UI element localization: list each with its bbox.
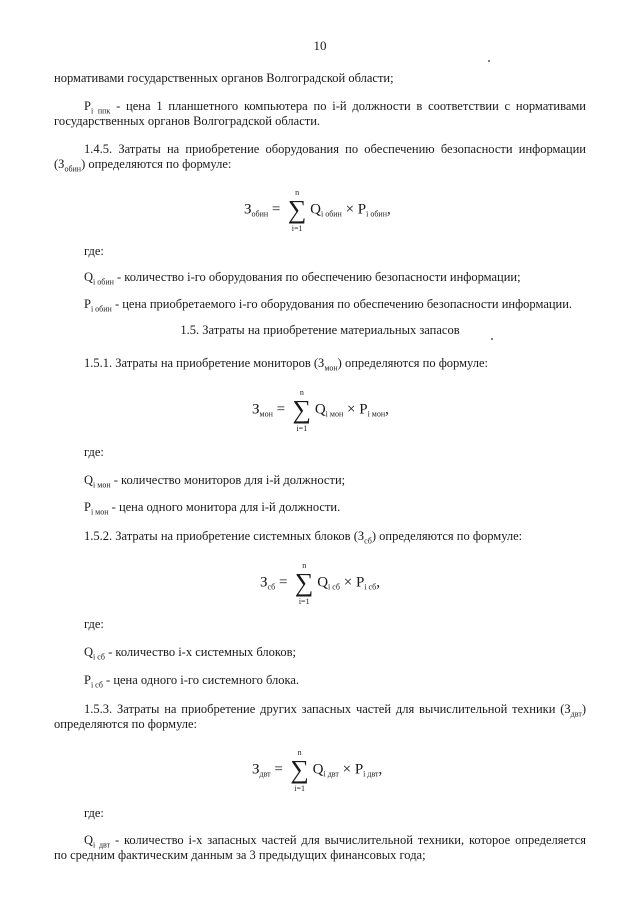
summation-sign <box>293 561 315 606</box>
symbol-subscript: мон <box>324 363 338 373</box>
symbol-subscript: i мон <box>90 507 109 517</box>
line-text: 1.5.1. Затраты на приобретение мониторов (З <box>84 356 325 370</box>
section-heading: 1.5. Затраты на приобретение материальных запасов <box>180 323 460 337</box>
symbol-subscript: i сб <box>93 652 105 662</box>
definition-line <box>84 645 296 665</box>
line-text: - количество i-го оборудования по обеспечению безопасности информации; <box>113 270 521 284</box>
sum-lower-limit: i=1 <box>296 424 308 433</box>
where-label: где: <box>84 244 104 258</box>
symbol-p: P <box>84 99 91 113</box>
formula-eq: = <box>274 761 283 778</box>
line-text: - цена 1 планшетного компьютера по i-й должности в соответствии с нормативами <box>110 99 586 113</box>
formula-times: × <box>343 574 353 591</box>
symbol-subscript: i сб <box>90 680 103 690</box>
line-text: - цена одного i-го системного блока. <box>102 673 300 687</box>
formula-end: , <box>376 574 381 591</box>
symbol-subscript: i мон <box>93 480 111 490</box>
formula-lhs-sub: мон <box>259 409 273 419</box>
summation-sign <box>286 188 308 233</box>
scan-speck <box>488 60 490 62</box>
paragraph-line <box>84 529 522 549</box>
formula-q-sub: i двт <box>323 769 339 779</box>
definition-line <box>84 673 299 693</box>
sum-lower-limit: i=1 <box>298 597 310 606</box>
paragraph-line: 1.4.5. Затраты на приобретение оборудования по обеспечению безопасности информации <box>84 142 586 156</box>
definition-line <box>84 270 521 290</box>
formula-eq: = <box>278 574 288 591</box>
sum-upper-limit: n <box>295 188 300 197</box>
formula-p: P <box>355 574 365 591</box>
paragraph-line <box>84 356 488 376</box>
sigma-symbol: ∑ <box>292 395 312 424</box>
paragraph-line: определяются по формуле: <box>54 717 198 731</box>
formula-lhs: З <box>260 574 268 591</box>
formula-p: P <box>359 401 368 418</box>
formula-end: , <box>378 761 383 778</box>
paragraph-line: государственных органов Волгоградской области. <box>54 114 321 128</box>
scan-speck <box>491 338 493 340</box>
where-label: где: <box>84 806 104 820</box>
formula-times: × <box>345 201 355 218</box>
formula-lhs: З <box>252 401 260 418</box>
definition-line <box>84 473 345 493</box>
symbol-p: P <box>84 297 91 311</box>
line-text: - количество мониторов для i-й должности; <box>110 473 346 487</box>
formula-q-sub: i обин <box>320 209 342 219</box>
formula-q: Q <box>317 574 329 591</box>
symbol-subscript: i обин <box>93 277 114 287</box>
symbol-q: Q <box>84 270 94 284</box>
line-text: ) определяются по формуле: <box>337 356 488 370</box>
paragraph-line: нормативами государственных органов Волгоградской области; <box>54 71 394 85</box>
formula-p-sub: i сб <box>364 582 377 592</box>
summation-sign <box>289 748 311 793</box>
line-text: ) определяются по формуле: <box>81 157 232 171</box>
formula-p: P <box>354 761 364 778</box>
where-label: где: <box>84 445 104 459</box>
page-number: 10 <box>313 38 327 53</box>
formula-q: Q <box>314 401 326 418</box>
line-text: 1.5.3. Затраты на приобретение других запасных частей для вычислительной техники (З <box>84 702 571 716</box>
symbol-q: Q <box>84 473 94 487</box>
line-text: - количество i-х запасных частей для вычислительной техники, которое определяется <box>110 833 586 847</box>
symbol-subscript: обин <box>64 164 82 174</box>
line-text: - цена одного монитора для i-й должности. <box>108 500 341 514</box>
sum-upper-limit: n <box>297 748 302 757</box>
sigma-symbol: ∑ <box>294 568 314 597</box>
formula-p: P <box>357 201 367 218</box>
sum-lower-limit: i=1 <box>294 784 305 793</box>
formula-p-sub: i обин <box>366 209 387 219</box>
definition-line: по средним фактическим данным за 3 предыдущих финансовых года; <box>54 848 426 862</box>
sum-lower-limit: i=1 <box>291 224 303 233</box>
symbol-subscript: сб <box>364 536 372 546</box>
definition-line <box>84 297 572 317</box>
formula-lhs: З <box>244 201 252 218</box>
symbol-p: P <box>84 500 91 514</box>
formula-4 <box>252 748 383 793</box>
formula-lhs-sub: обин <box>251 209 269 219</box>
formula-lhs: З <box>252 761 260 778</box>
formula-times: × <box>342 761 352 778</box>
formula-q-sub: i мон <box>325 409 344 419</box>
formula-q: Q <box>312 761 324 778</box>
sum-upper-limit: n <box>302 561 307 570</box>
formula-end: , <box>385 401 389 418</box>
formula-eq: = <box>271 201 281 218</box>
definition-line <box>84 500 340 520</box>
symbol-p: P <box>84 673 91 687</box>
summation-sign <box>291 388 313 433</box>
line-text: ) определяются по формуле: <box>371 529 523 543</box>
line-text: (З <box>54 157 65 171</box>
formula-end: , <box>387 201 391 218</box>
symbol-q: Q <box>84 645 94 659</box>
line-text: ) <box>581 702 586 716</box>
paragraph-line <box>54 157 231 177</box>
line-text: 1.5.2. Затраты на приобретение системных блоков (З <box>84 529 365 543</box>
symbol-subscript: i обин <box>90 304 112 314</box>
formula-lhs-sub: сб <box>267 582 276 592</box>
formula-q: Q <box>310 201 321 218</box>
formula-2 <box>252 388 389 433</box>
formula-eq: = <box>276 401 286 418</box>
formula-p-sub: i мон <box>367 409 386 419</box>
symbol-q: Q <box>84 833 94 847</box>
formula-times: × <box>347 401 356 418</box>
formula-1 <box>244 188 391 233</box>
where-label: где: <box>84 617 104 631</box>
sum-upper-limit: n <box>299 388 304 397</box>
sigma-symbol: ∑ <box>290 755 309 784</box>
symbol-subscript: i двт <box>93 840 111 850</box>
sigma-symbol: ∑ <box>287 195 307 224</box>
formula-p-sub: i двт <box>363 769 379 779</box>
line-text: - количество i-х системных блоков; <box>104 645 296 659</box>
line-text: - цена приобретаемого i-го оборудования по обеспечению безопасности информации. <box>111 297 573 311</box>
symbol-subscript: двт <box>570 709 582 719</box>
symbol-subscript: i ппк <box>90 106 111 116</box>
formula-q-sub: i сб <box>328 582 340 592</box>
formula-3 <box>260 561 381 606</box>
formula-lhs-sub: двт <box>259 769 271 779</box>
